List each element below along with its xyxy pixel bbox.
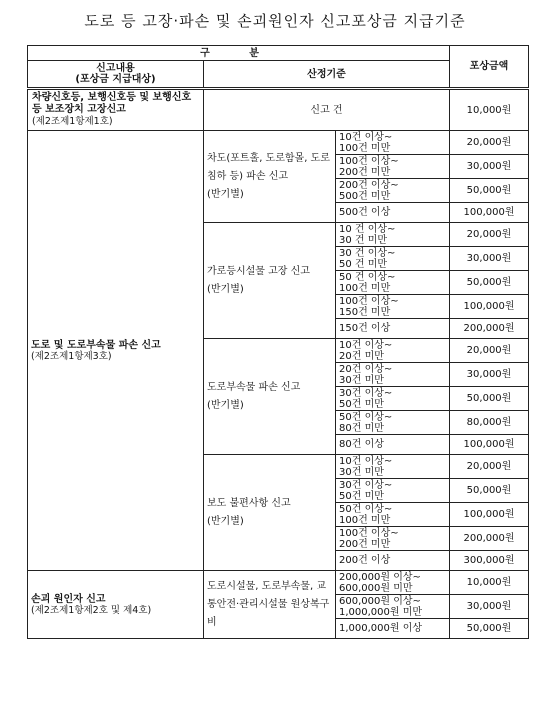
criteria-range	[336, 155, 450, 179]
reward-amount: 50,000원	[450, 619, 529, 639]
criteria-from: 50 건 이상~	[339, 271, 396, 283]
group-2-label-cell	[204, 339, 336, 455]
section3-ref: (제2조제1항제2호 및 제4호)	[31, 604, 152, 616]
criteria-from: 100건 이상~	[339, 155, 399, 167]
reward-amount: 30,000원	[450, 247, 529, 271]
criteria-to: 200건 미만	[339, 166, 391, 178]
criteria-from: 20건 이상~	[339, 363, 393, 375]
criteria-from: 200건 이상	[339, 555, 391, 566]
group-period: (반기별)	[207, 283, 244, 295]
section1-cell	[28, 89, 204, 131]
reward-amount: 100,000원	[450, 203, 529, 223]
header-amount: 포상금액	[450, 46, 529, 89]
criteria-range	[336, 295, 450, 319]
criteria-range	[336, 551, 450, 571]
criteria-to: 50건 미만	[339, 398, 384, 410]
criteria-range	[336, 503, 450, 527]
criteria-range	[336, 339, 450, 363]
criteria-to: 600,000원 미만	[339, 582, 413, 594]
criteria-from: 500건 이상	[339, 207, 391, 218]
criteria-to: 150건 미만	[339, 306, 391, 318]
criteria-to: 30건 미만	[339, 466, 384, 478]
criteria-from: 30건 이상~	[339, 387, 393, 399]
criteria-from: 50건 이상~	[339, 503, 393, 515]
reward-amount: 50,000원	[450, 271, 529, 295]
section2-cell	[28, 131, 204, 571]
criteria-range	[336, 595, 450, 619]
criteria-range	[336, 527, 450, 551]
reward-amount: 10,000원	[450, 571, 529, 595]
group-period: (반기별)	[207, 188, 244, 200]
header-group: 구 분	[28, 46, 450, 61]
reward-amount: 30,000원	[450, 595, 529, 619]
criteria-to: 200건 미만	[339, 538, 391, 550]
criteria-to: 500건 미만	[339, 190, 391, 202]
criteria-range	[336, 271, 450, 295]
reward-amount: 20,000원	[450, 455, 529, 479]
group-label: 차도(포트홀, 도로함몰, 도로침하 등) 파손 신고	[207, 152, 330, 182]
criteria-range	[336, 247, 450, 271]
criteria-from: 10건 이상~	[339, 339, 393, 351]
criteria-range	[336, 179, 450, 203]
reward-amount: 300,000원	[450, 551, 529, 571]
criteria-to: 20건 미만	[339, 350, 384, 362]
reward-criteria-table	[27, 45, 529, 639]
reward-amount: 30,000원	[450, 155, 529, 179]
reward-amount: 50,000원	[450, 387, 529, 411]
group-period: (반기별)	[207, 399, 244, 411]
criteria-range	[336, 223, 450, 247]
criteria-range	[336, 363, 450, 387]
reward-amount: 200,000원	[450, 319, 529, 339]
criteria-range	[336, 319, 450, 339]
criteria-from: 80건 이상	[339, 439, 384, 450]
section3-title: 손괴 원인자 신고	[31, 593, 106, 605]
group-3-label-cell	[204, 455, 336, 571]
criteria-from: 600,000원 이상~	[339, 595, 421, 607]
criteria-to: 50 건 미만	[339, 258, 388, 270]
group-0-label-cell	[204, 131, 336, 223]
group-period: (반기별)	[207, 515, 244, 527]
criteria-range	[336, 131, 450, 155]
reward-amount: 100,000원	[450, 295, 529, 319]
criteria-range	[336, 479, 450, 503]
reward-amount: 100,000원	[450, 503, 529, 527]
criteria-range	[336, 571, 450, 595]
criteria-range	[336, 455, 450, 479]
criteria-from: 10건 이상~	[339, 455, 393, 467]
criteria-to: 100건 미만	[339, 514, 391, 526]
section3-cell	[28, 571, 204, 639]
reward-amount: 80,000원	[450, 411, 529, 435]
reward-amount: 100,000원	[450, 435, 529, 455]
criteria-range	[336, 411, 450, 435]
criteria-from: 100건 이상~	[339, 527, 399, 539]
criteria-to: 50건 미만	[339, 490, 384, 502]
criteria-from: 50건 이상~	[339, 411, 393, 423]
group-1-label-cell	[204, 223, 336, 339]
criteria-from: 1,000,000원 이상	[339, 623, 423, 634]
header-report-content-line2: (포상금 지급대상)	[75, 74, 156, 85]
reward-amount: 20,000원	[450, 223, 529, 247]
criteria-from: 10건 이상~	[339, 131, 393, 143]
criteria-from: 30건 이상~	[339, 479, 393, 491]
section1-amount: 10,000원	[450, 89, 529, 131]
group-label: 도로부속물 파손 신고	[207, 381, 301, 393]
section3-label: 도로시설물, 도로부속물, 교통안전·관리시설물 원상복구비	[204, 571, 336, 639]
criteria-range	[336, 619, 450, 639]
criteria-from: 10 건 이상~	[339, 223, 396, 235]
criteria-to: 30건 미만	[339, 374, 384, 386]
criteria-from: 200,000원 이상~	[339, 571, 421, 583]
reward-amount: 20,000원	[450, 339, 529, 363]
section2-title: 도로 및 도로부속물 파손 신고	[31, 339, 161, 351]
criteria-to: 1,000,000원 미만	[339, 606, 423, 618]
header-criteria: 산정기준	[204, 61, 450, 89]
section2-ref: (제2조제1항제3호)	[31, 350, 112, 362]
group-label: 보도 불편사항 신고	[207, 497, 291, 509]
criteria-range	[336, 203, 450, 223]
criteria-from: 150건 이상	[339, 323, 391, 334]
reward-amount: 50,000원	[450, 479, 529, 503]
criteria-to: 100건 미만	[339, 142, 391, 154]
group-label: 가로등시설물 고장 신고	[207, 265, 310, 277]
criteria-to: 30 건 미만	[339, 234, 388, 246]
criteria-from: 30 건 이상~	[339, 247, 396, 259]
criteria-from: 100건 이상~	[339, 295, 399, 307]
document-title: 도로 등 고장·파손 및 손괴원인자 신고포상금 지급기준	[84, 12, 466, 30]
header-report-content-line1: 신고내용	[96, 63, 135, 74]
section1-ref: (제2조제1항제1호)	[32, 116, 113, 127]
criteria-range	[336, 435, 450, 455]
header-report-content	[28, 61, 204, 89]
criteria-to: 100건 미만	[339, 282, 391, 294]
section1-criteria: 신고 건	[204, 89, 450, 131]
criteria-range	[336, 387, 450, 411]
reward-amount: 20,000원	[450, 131, 529, 155]
reward-amount: 30,000원	[450, 363, 529, 387]
criteria-to: 80건 미만	[339, 422, 384, 434]
criteria-from: 200건 이상~	[339, 179, 399, 191]
section1-title: 차량신호등, 보행신호등 및 보행신호등 보조장치 고장신고	[32, 92, 192, 115]
reward-amount: 50,000원	[450, 179, 529, 203]
reward-amount: 200,000원	[450, 527, 529, 551]
